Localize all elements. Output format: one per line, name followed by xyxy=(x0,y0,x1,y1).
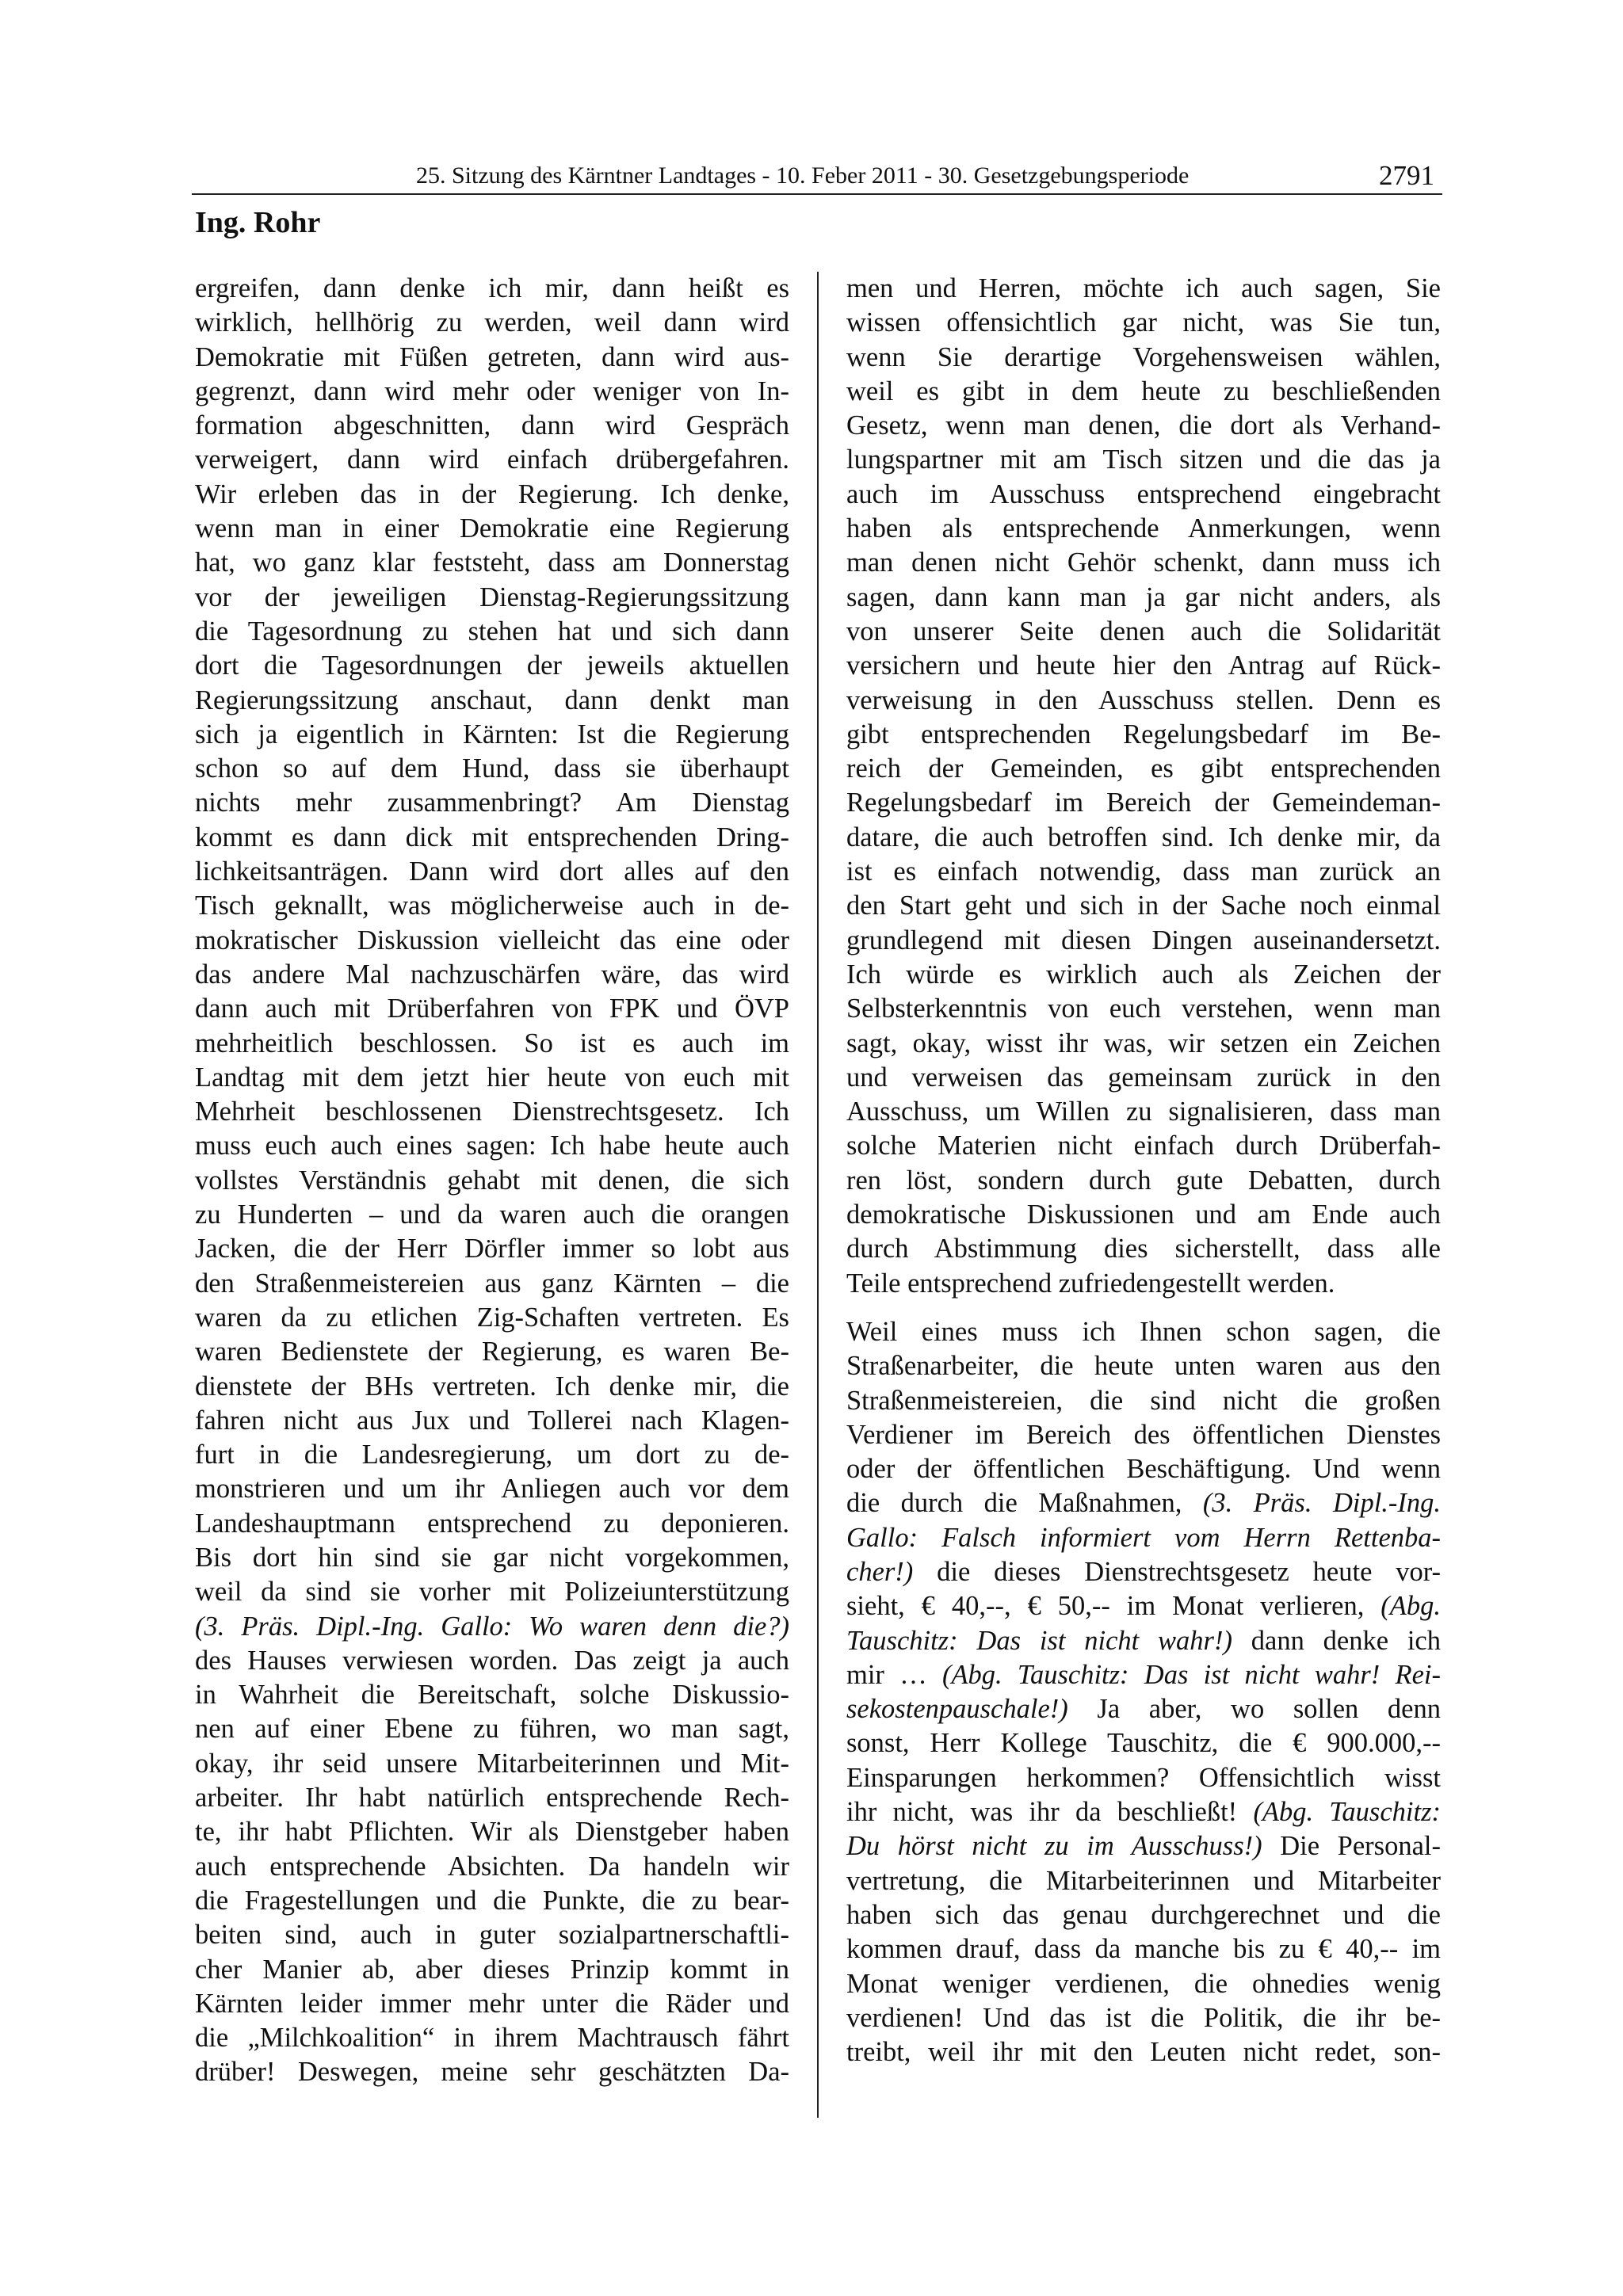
text-segment: Ja aber, wo sollen denn xyxy=(1067,1694,1441,1725)
text-line: demokratische Diskussionen und am Ende auch xyxy=(846,1199,1441,1230)
text-line: Straßenarbeiter, die heute unten waren aus den xyxy=(846,1351,1441,1382)
interjection-line: Gallo: Falsch informiert vom Herrn Rettenba- xyxy=(846,1522,1441,1553)
text-line: lichkeitsanträgen. Dann wird dort alles auf den xyxy=(195,856,789,887)
text-line: das andere Mal nachzuschärfen wäre, das wird xyxy=(195,959,789,990)
text-line: arbeiter. Ihr habt natürlich entsprechende Rech- xyxy=(195,1783,789,1814)
text-line: Regelungsbedarf im Bereich der Gemeindeman- xyxy=(846,788,1441,818)
text-line: haben als entsprechende Anmerkungen, wenn xyxy=(846,513,1441,544)
text-line: wenn Sie derartige Vorgehensweisen wählen, xyxy=(846,341,1441,372)
text-line: verweisung in den Ausschuss stellen. Denn es xyxy=(846,685,1441,715)
text-line: von unserer Seite denen auch die Solidarität xyxy=(846,616,1441,646)
text-line: Verdiener im Bereich des öffentlichen Dienstes xyxy=(846,1419,1441,1450)
text-line: Kärnten leider immer mehr unter die Räder und xyxy=(195,1988,789,2019)
text-line: datare, die auch betroffen sind. Ich denke mir, da xyxy=(846,822,1441,852)
text-line: weil es gibt in dem heute zu beschließenden xyxy=(846,376,1441,406)
text-line: gibt entsprechenden Regelungsbedarf im Be- xyxy=(846,719,1441,749)
text-line: nichts mehr zusammenbringt? Am Dienstag xyxy=(195,788,789,818)
text-segment: die dieses Dienstrechtsgesetz heute vor- xyxy=(913,1556,1441,1587)
text-line: die „Milchkoalition“ in ihrem Machtrausch fährt xyxy=(195,2023,789,2054)
text-line: waren da zu etlichen Zig-Schaften vertreten. Es xyxy=(195,1302,789,1333)
text-line xyxy=(846,1486,1441,1520)
text-line: lungspartner mit am Tisch sitzen und die das ja xyxy=(846,444,1441,475)
text-segment: mir … xyxy=(846,1659,942,1690)
text-line: kommen drauf, dass da manche bis zu € 40,-- im xyxy=(846,1934,1441,1965)
text-line: Landtag mit dem jetzt hier heute von euch mit xyxy=(195,1062,789,1093)
text-line: vor der jeweiligen Dienstag-Regierungssitzung xyxy=(195,582,789,612)
text-line: nen auf einer Ebene zu führen, wo man sagt, xyxy=(195,1714,789,1745)
text-line: kommt es dann dick mit entsprechenden Dring- xyxy=(195,822,789,852)
text-line: mehrheitlich beschlossen. So ist es auch im xyxy=(195,1028,789,1058)
text-line: die Tagesordnung zu stehen hat und sich dann xyxy=(195,616,789,646)
text-segment: sieht, € 40,--, € 50,-- im Monat verlieren, xyxy=(846,1591,1381,1622)
text-line: Demokratie mit Füßen getreten, dann wird aus- xyxy=(195,341,789,372)
text-line: grundlegend mit diesen Dingen auseinandersetzt. xyxy=(846,925,1441,955)
text-line: Bis dort hin sind sie gar nicht vorgekommen, xyxy=(195,1542,789,1573)
text-line: dann auch mit Drüberfahren von FPK und ÖVP xyxy=(195,994,789,1024)
text-line xyxy=(846,1555,1441,1589)
text-line: Tisch geknallt, was möglicherweise auch in de- xyxy=(195,891,789,921)
text-line: die Fragestellungen und die Punkte, die zu bear- xyxy=(195,1885,789,1916)
interjection: Tauschitz: Das ist nicht wahr!) xyxy=(846,1625,1232,1656)
text-line: Ich würde es wirklich auch als Zeichen der xyxy=(846,959,1441,990)
text-line: wenn man in einer Demokratie eine Regierung xyxy=(195,513,789,544)
text-line: sonst, Herr Kollege Tauschitz, die € 900.000,-- xyxy=(846,1728,1441,1759)
text-line: weil da sind sie vorher mit Polizeiunterstützung xyxy=(195,1577,789,1608)
text-line: verweigert, dann wird einfach drübergefahren. xyxy=(195,444,789,475)
speaker-name: Ing. Rohr xyxy=(195,206,321,239)
text-line: ist es einfach notwendig, dass man zurück an xyxy=(846,856,1441,887)
text-line xyxy=(846,1624,1441,1658)
text-line: des Hauses verwiesen worden. Das zeigt ja auch xyxy=(195,1645,789,1676)
header-rule xyxy=(192,193,1442,195)
text-line: ren löst, sondern durch gute Debatten, durch xyxy=(846,1165,1441,1196)
text-line: schon so auf dem Hund, dass sie überhaupt xyxy=(195,753,789,784)
text-line: dort die Tagesordnungen der jeweils aktuellen xyxy=(195,650,789,681)
text-line: Straßenmeistereien, die sind nicht die großen xyxy=(846,1385,1441,1416)
text-line: haben sich das genau durchgerechnet und die xyxy=(846,1899,1441,1930)
text-line: man denen nicht Gehör schenkt, dann muss ich xyxy=(846,547,1441,578)
text-line: auch entsprechende Absichten. Da handeln wir xyxy=(195,1851,789,1882)
text-line xyxy=(846,1829,1441,1863)
text-line: Monat weniger verdienen, die ohnedies wenig xyxy=(846,1968,1441,1999)
text-line: Landeshauptmann entsprechend zu deponieren. xyxy=(195,1508,789,1539)
text-line: okay, ihr seid unsere Mitarbeiterinnen und Mit- xyxy=(195,1748,789,1779)
text-line: Teile entsprechend zufriedengestellt werden. xyxy=(846,1268,1335,1299)
text-line xyxy=(846,1658,1441,1692)
text-line: Einsparungen herkommen? Offensichtlich wisst xyxy=(846,1762,1441,1793)
right-column xyxy=(846,272,1441,2069)
interjection: (3. Präs. Dipl.-Ing. xyxy=(1202,1488,1442,1519)
text-line: sagen, dann kann man ja gar nicht anders, als xyxy=(846,582,1441,612)
text-line: beiten sind, auch in guter sozialpartnerschaftli- xyxy=(195,1920,789,1951)
text-line: Regierungssitzung anschaut, dann denkt man xyxy=(195,685,789,715)
text-line: mokratischer Diskussion vielleicht das eine oder xyxy=(195,925,789,955)
text-segment: Die Personal- xyxy=(1262,1831,1441,1862)
text-line: und verweisen das gemeinsam zurück in den xyxy=(846,1062,1441,1093)
left-column xyxy=(195,272,789,2090)
text-line: Selbsterkenntnis von euch verstehen, wenn man xyxy=(846,994,1441,1024)
text-line: furt in die Landesregierung, um dort zu de- xyxy=(195,1440,789,1470)
header-title: 25. Sitzung des Kärntner Landtages - 10. Feber 2011 - 30. Gesetzgebungsperiode xyxy=(416,162,1190,189)
text-line: hat, wo ganz klar feststeht, dass am Donnerstag xyxy=(195,547,789,578)
text-line: dienstete der BHs vertreten. Ich denke mir, die xyxy=(195,1371,789,1402)
interjection: Du hörst nicht zu im Ausschuss!) xyxy=(846,1831,1262,1862)
text-line: durch Abstimmung dies sicherstellt, dass alle xyxy=(846,1234,1441,1264)
column-divider xyxy=(817,272,819,2118)
interjection: (Abg. Tauschitz: Das ist nicht wahr! Rei- xyxy=(941,1659,1441,1690)
text-line: vollstes Verständnis gehabt mit denen, die sich xyxy=(195,1165,789,1196)
text-line: verdienen! Und das ist die Politik, die ihr be- xyxy=(846,2002,1441,2033)
text-line xyxy=(846,1589,1441,1623)
text-line: drüber! Deswegen, meine sehr geschätzten Da- xyxy=(195,2057,789,2088)
text-line: Jacken, die der Herr Dörfler immer so lobt aus xyxy=(195,1234,789,1264)
text-line: monstrieren und um ihr Anliegen auch vor dem xyxy=(195,1474,789,1505)
text-line: waren Bedienstete der Regierung, es waren Be- xyxy=(195,1337,789,1367)
text-line: men und Herren, möchte ich auch sagen, Sie xyxy=(846,273,1441,303)
text-line: den Straßenmeistereien aus ganz Kärnten – die xyxy=(195,1268,789,1299)
text-segment: die durch die Maßnahmen, xyxy=(846,1488,1203,1519)
text-line: oder der öffentlichen Beschäftigung. Und wenn xyxy=(846,1454,1441,1485)
interjection-line: (3. Präs. Dipl.-Ing. Gallo: Wo waren denn die?) xyxy=(195,1611,789,1642)
text-line xyxy=(846,1795,1441,1829)
text-line: Wir erleben das in der Regierung. Ich denke, xyxy=(195,479,789,509)
text-line: in Wahrheit die Bereitschaft, solche Diskussio- xyxy=(195,1680,789,1711)
text-line xyxy=(846,1692,1441,1726)
text-line: reich der Gemeinden, es gibt entsprechenden xyxy=(846,753,1441,784)
text-line: Gesetz, wenn man denen, die dort als Verhand- xyxy=(846,410,1441,441)
text-line: Weil eines muss ich Ihnen schon sagen, die xyxy=(846,1316,1441,1347)
paragraph-gap xyxy=(846,1301,1441,1315)
text-line: te, ihr habt Pflichten. Wir als Dienstgeber haben xyxy=(195,1817,789,1848)
page-header xyxy=(192,155,1442,198)
interjection: (Abg. Tauschitz: xyxy=(1253,1797,1441,1828)
text-segment: ihr nicht, was ihr da beschließt! xyxy=(846,1797,1254,1828)
text-line: auch im Ausschuss entsprechend eingebracht xyxy=(846,479,1441,509)
text-line: wirklich, hellhörig zu werden, weil dann wird xyxy=(195,307,789,338)
text-line: cher Manier ab, aber dieses Prinzip kommt in xyxy=(195,1954,789,1985)
page-number: 2791 xyxy=(1379,160,1434,191)
interjection: sekostenpauschale!) xyxy=(846,1694,1068,1725)
interjection: (Abg. xyxy=(1381,1591,1441,1622)
text-line: ergreifen, dann denke ich mir, dann heißt es xyxy=(195,273,789,303)
text-segment: dann denke ich xyxy=(1232,1625,1441,1656)
text-line: sich ja eigentlich in Kärnten: Ist die Regierung xyxy=(195,719,789,749)
text-line: sagt, okay, wisst ihr was, wir setzen ein Zeichen xyxy=(846,1028,1441,1058)
interjection: cher!) xyxy=(846,1556,914,1587)
text-line: treibt, weil ihr mit den Leuten nicht redet, son- xyxy=(846,2037,1441,2068)
text-line: zu Hunderten – und da waren auch die orangen xyxy=(195,1199,789,1230)
text-line: den Start geht und sich in der Sache noch einmal xyxy=(846,891,1441,921)
text-line: vertretung, die Mitarbeiterinnen und Mitarbeiter xyxy=(846,1865,1441,1896)
text-line: Mehrheit beschlossenen Dienstrechtsgesetz. Ich xyxy=(195,1097,789,1127)
text-line: muss euch auch eines sagen: Ich habe heute auch xyxy=(195,1131,789,1161)
text-line: Ausschuss, um Willen zu signalisieren, dass man xyxy=(846,1097,1441,1127)
text-line: versichern und heute hier den Antrag auf Rück- xyxy=(846,650,1441,681)
text-line: wissen offensichtlich gar nicht, was Sie tun, xyxy=(846,307,1441,338)
text-line: fahren nicht aus Jux und Tollerei nach Klagen- xyxy=(195,1405,789,1436)
text-line: formation abgeschnitten, dann wird Gespräch xyxy=(195,410,789,441)
text-line: solche Materien nicht einfach durch Drüberfah- xyxy=(846,1131,1441,1161)
text-line: gegrenzt, dann wird mehr oder weniger von In- xyxy=(195,376,789,406)
